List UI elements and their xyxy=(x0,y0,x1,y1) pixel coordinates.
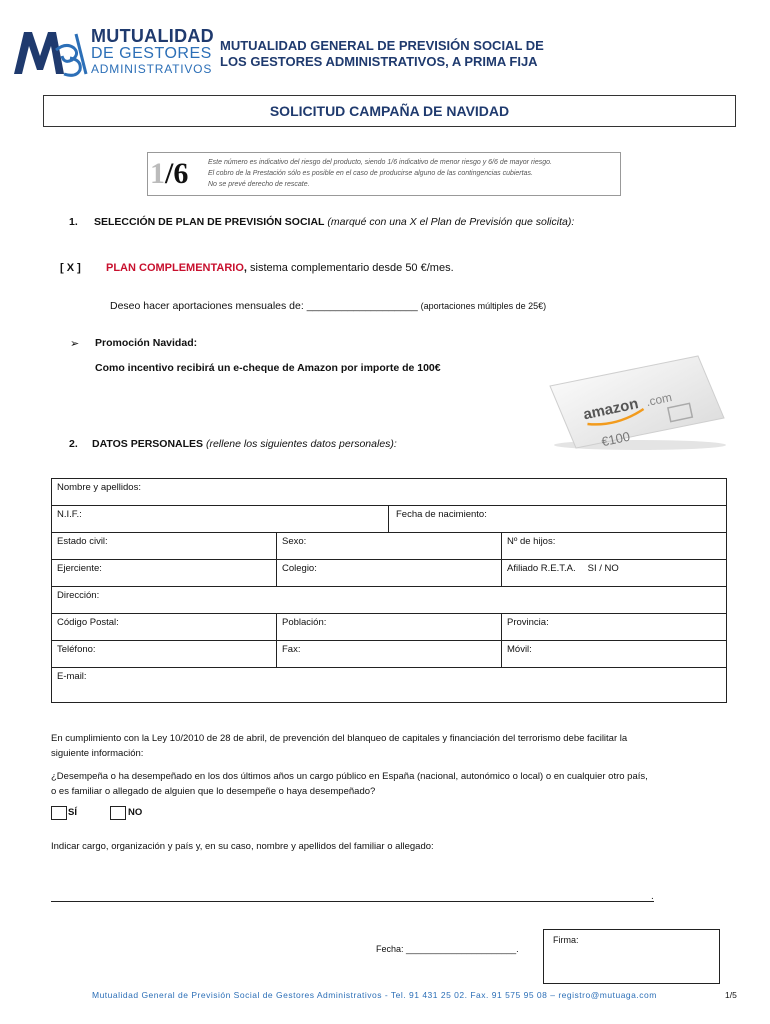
answer-line[interactable] xyxy=(51,901,654,902)
afiliado-options[interactable]: SI / NO xyxy=(587,563,619,574)
question-paragraph xyxy=(51,769,711,799)
law-line2: siguiente información: xyxy=(51,748,144,759)
table-row xyxy=(52,587,726,614)
promo-title: Promoción Navidad: xyxy=(95,337,198,349)
field-afiliado[interactable] xyxy=(502,560,726,586)
plan-desc: sistema complementario desde 50 €/mes. xyxy=(246,262,454,274)
field-sexo[interactable]: Sexo: xyxy=(277,533,502,559)
logo-text xyxy=(91,27,214,75)
field-codigo-postal[interactable]: Código Postal: xyxy=(52,614,277,640)
footer-contact: Mutualidad General de Previsión Social de Gestores Administrativos - Tel. 91 431 25 02. Fax. 91 575 95 08 – registro@mutuaga.com xyxy=(92,990,657,1000)
field-fax[interactable]: Fax: xyxy=(277,641,502,667)
field-estado-civil[interactable]: Estado civil: xyxy=(52,533,277,559)
table-row xyxy=(52,560,726,587)
table-row xyxy=(52,614,726,641)
logo-mark xyxy=(12,28,90,78)
logo-line2: DE GESTORES xyxy=(91,45,212,62)
contribution-text[interactable]: Deseo hacer aportaciones mensuales de: ___________________ xyxy=(110,300,418,312)
risk-description xyxy=(208,157,552,190)
amazon-gift-card-image xyxy=(548,352,726,452)
question-line2: o es familiar o allegado de alguien que lo desempeñe o haya desempeñado? xyxy=(51,786,376,797)
risk-num-b: /6 xyxy=(165,157,189,190)
table-row xyxy=(52,641,726,668)
section1-heading xyxy=(94,216,574,228)
no-label: NO xyxy=(128,807,143,818)
card-dotcom: .com xyxy=(644,390,674,410)
contribution-line xyxy=(110,300,546,312)
risk-line1: Este número es indicativo del riesgo del producto, siendo 1/6 indicativo de menor riesgo y 6/6 de mayor riesgo. xyxy=(208,159,552,166)
si-label: SÍ xyxy=(68,807,77,818)
si-checkbox[interactable] xyxy=(51,806,67,820)
risk-line2: El cobro de la Prestación sólo es posible en el caso de producirse alguno de las contingencias cubiertas. xyxy=(208,170,533,177)
logo-line3: ADMINISTRATIVOS xyxy=(91,62,213,76)
org-title-line2: LOS GESTORES ADMINISTRATIVOS, A PRIMA FIJA xyxy=(220,54,538,69)
risk-number xyxy=(150,155,202,193)
plan-checkbox[interactable]: [ X ] xyxy=(60,262,81,274)
organization-title xyxy=(220,38,544,70)
field-hijos[interactable]: Nº de hijos: xyxy=(507,536,556,547)
indicar-text: Indicar cargo, organización y país y, en su caso, nombre y apellidos del familiar o allegado: xyxy=(51,841,434,852)
field-nif[interactable]: N.I.F.: xyxy=(52,506,389,532)
section2-hint: (rellene los siguientes datos personales): xyxy=(205,438,397,450)
contribution-note: (aportaciones múltiples de 25€) xyxy=(420,301,547,311)
card-brand: amazon xyxy=(581,395,640,424)
field-poblacion[interactable]: Población: xyxy=(277,614,502,640)
card-amount: €100 xyxy=(599,428,632,450)
field-nombre[interactable]: Nombre y apellidos: xyxy=(57,482,141,493)
table-row xyxy=(52,668,726,702)
field-fecha-nacimiento[interactable]: Fecha de nacimiento: xyxy=(396,509,487,520)
table-row xyxy=(52,479,726,506)
field-colegio[interactable]: Colegio: xyxy=(277,560,502,586)
field-direccion[interactable]: Dirección: xyxy=(57,590,100,601)
plan-comma: , xyxy=(243,262,247,274)
field-provincia[interactable]: Provincia: xyxy=(507,617,549,628)
plan-name: PLAN COMPLEMENTARIO xyxy=(106,262,244,274)
risk-line3: No se prevé derecho de rescate. xyxy=(208,181,310,188)
field-telefono[interactable]: Teléfono: xyxy=(52,641,277,667)
table-row xyxy=(52,533,726,560)
date-field[interactable]: Fecha: ______________________. xyxy=(376,944,519,954)
plan-line xyxy=(106,262,454,274)
law-line1: En cumplimiento con la Ley 10/2010 de 28 de abril, de prevención del blanqueo de capitales y financiación del terrorismo debe facilitar la xyxy=(51,733,628,744)
page-number: 1/5 xyxy=(725,990,737,1000)
field-email[interactable]: E-mail: xyxy=(57,671,87,682)
promo-text: Como incentivo recibirá un e-cheque de Amazon por importe de 100€ xyxy=(95,362,441,374)
section2-number: 2. xyxy=(69,438,78,450)
section1-title: SELECCIÓN DE PLAN DE PREVISIÓN SOCIAL xyxy=(94,216,325,228)
section2-heading xyxy=(92,438,397,450)
field-ejerciente[interactable]: Ejerciente: xyxy=(52,560,277,586)
law-paragraph xyxy=(51,731,711,761)
org-title-line1: MUTUALIDAD GENERAL DE PREVISIÓN SOCIAL DE xyxy=(220,38,544,53)
signature-label: Firma: xyxy=(553,935,579,945)
no-checkbox[interactable] xyxy=(110,806,126,820)
logo-line1: MUTUALIDAD xyxy=(91,26,214,46)
risk-num-a: 1 xyxy=(150,157,165,190)
section1-hint: (marqué con una X el Plan de Previsión que solicita): xyxy=(327,216,575,228)
section1-number: 1. xyxy=(69,216,78,228)
afiliado-label: Afiliado R.E.T.A. xyxy=(507,563,576,574)
form-title: SOLICITUD CAMPAÑA DE NAVIDAD xyxy=(269,103,510,119)
section2-title: DATOS PERSONALES xyxy=(92,438,204,450)
form-title-box xyxy=(43,95,736,127)
personal-data-table xyxy=(51,478,727,703)
answer-line-dot: . xyxy=(651,891,654,902)
table-row xyxy=(52,506,726,533)
question-line1: ¿Desempeña o ha desempeñado en los dos últimos años un cargo público en España (nacional, autonómico o local) o en cualquier otro país, xyxy=(51,771,648,782)
arrow-bullet-icon: ➢ xyxy=(70,338,80,350)
field-movil[interactable]: Móvil: xyxy=(507,644,532,655)
